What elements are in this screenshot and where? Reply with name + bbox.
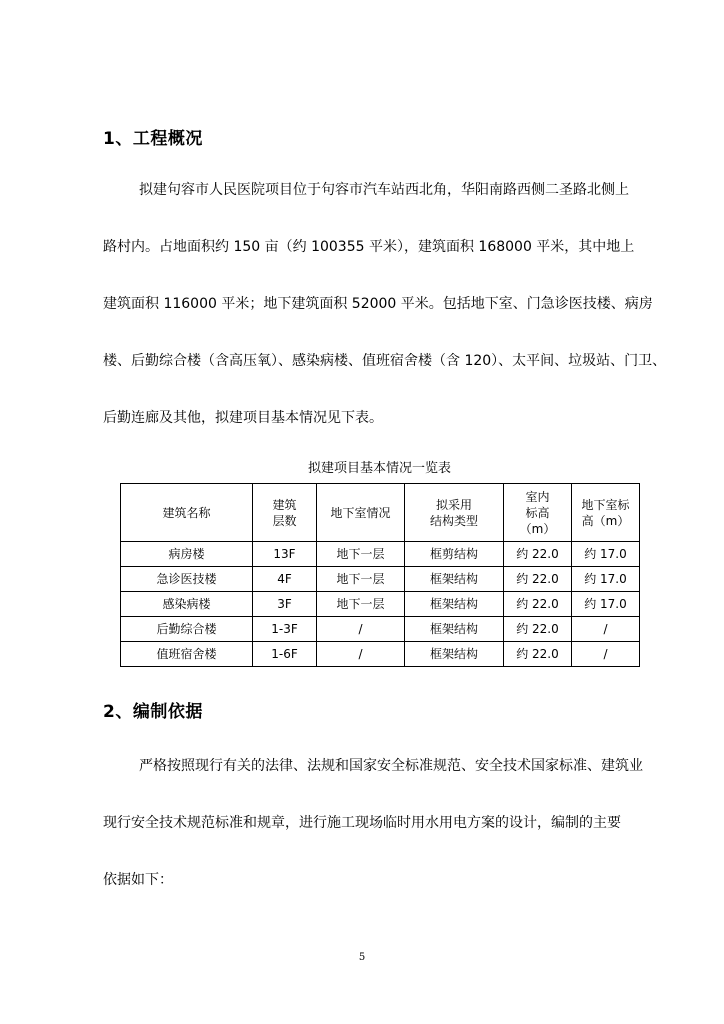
table-row bbox=[121, 617, 640, 642]
table-row bbox=[121, 542, 640, 567]
cell-basement: 地下一层 bbox=[317, 567, 405, 592]
table-caption: 拟建项目基本情况一览表 bbox=[307, 461, 451, 476]
cell-basement-elevation: / bbox=[572, 642, 640, 667]
cell-basement-elevation: 约 17.0 bbox=[572, 542, 640, 567]
cell-floors: 1-6F bbox=[253, 642, 317, 667]
section1-heading: 1、工程概况 bbox=[103, 129, 203, 149]
header-structure-type: 拟采用 结构类型 bbox=[405, 484, 504, 542]
page-number: 5 bbox=[358, 952, 366, 963]
cell-basement-elevation: / bbox=[572, 617, 640, 642]
cell-structure-type: 框架结构 bbox=[405, 592, 504, 617]
cell-basement-elevation: 约 17.0 bbox=[572, 567, 640, 592]
cell-indoor-elevation: 约 22.0 bbox=[504, 617, 572, 642]
cell-basement: / bbox=[317, 617, 405, 642]
paragraph-line: 现行安全技术规范标准和规章，进行施工现场临时用水用电方案的设计，编制的主要 bbox=[103, 815, 621, 831]
cell-building-name: 值班宿舍楼 bbox=[121, 642, 253, 667]
header-floors: 建筑 层数 bbox=[253, 484, 317, 542]
paragraph-line: 路村内。占地面积约 150 亩（约 100355 平米），建筑面积 168000 平米，其中地上 bbox=[103, 239, 635, 255]
cell-structure-type: 框架结构 bbox=[405, 617, 504, 642]
cell-building-name: 急诊医技楼 bbox=[121, 567, 253, 592]
cell-structure-type: 框架结构 bbox=[405, 567, 504, 592]
cell-building-name: 病房楼 bbox=[121, 542, 253, 567]
cell-indoor-elevation: 约 22.0 bbox=[504, 567, 572, 592]
cell-floors: 4F bbox=[253, 567, 317, 592]
cell-basement: / bbox=[317, 642, 405, 667]
header-basement-elevation: 地下室标 高（m） bbox=[572, 484, 640, 542]
cell-floors: 1-3F bbox=[253, 617, 317, 642]
cell-indoor-elevation: 约 22.0 bbox=[504, 542, 572, 567]
paragraph-line: 拟建句容市人民医院项目位于句容市汽车站西北角，华阳南路西侧二圣路北侧上 bbox=[139, 182, 629, 198]
cell-floors: 3F bbox=[253, 592, 317, 617]
paragraph-line: 楼、后勤综合楼（含高压氧）、感染病楼、值班宿舍楼（含 120）、太平间、垃圾站、门卫、 bbox=[103, 353, 667, 369]
header-building-name: 建筑名称 bbox=[121, 484, 253, 542]
cell-building-name: 后勤综合楼 bbox=[121, 617, 253, 642]
project-info-table bbox=[120, 483, 640, 667]
cell-basement: 地下一层 bbox=[317, 542, 405, 567]
cell-structure-type: 框架结构 bbox=[405, 642, 504, 667]
cell-basement: 地下一层 bbox=[317, 592, 405, 617]
table-row bbox=[121, 642, 640, 667]
paragraph-line: 后勤连廊及其他，拟建项目基本情况见下表。 bbox=[103, 410, 383, 426]
cell-structure-type: 框剪结构 bbox=[405, 542, 504, 567]
header-indoor-elevation: 室内 标高 （m） bbox=[504, 484, 572, 542]
cell-indoor-elevation: 约 22.0 bbox=[504, 592, 572, 617]
cell-indoor-elevation: 约 22.0 bbox=[504, 642, 572, 667]
cell-building-name: 感染病楼 bbox=[121, 592, 253, 617]
table-row bbox=[121, 567, 640, 592]
paragraph-line: 依据如下： bbox=[103, 872, 173, 888]
section2-heading: 2、编制依据 bbox=[103, 702, 203, 722]
cell-basement-elevation: 约 17.0 bbox=[572, 592, 640, 617]
paragraph-line: 建筑面积 116000 平米；地下建筑面积 52000 平米。包括地下室、门急诊医技楼、病房 bbox=[103, 296, 653, 312]
header-basement: 地下室情况 bbox=[317, 484, 405, 542]
paragraph-line: 严格按照现行有关的法律、法规和国家安全标准规范、安全技术国家标准、建筑业 bbox=[139, 758, 643, 774]
cell-floors: 13F bbox=[253, 542, 317, 567]
table-row bbox=[121, 592, 640, 617]
table-header-row bbox=[121, 484, 640, 542]
